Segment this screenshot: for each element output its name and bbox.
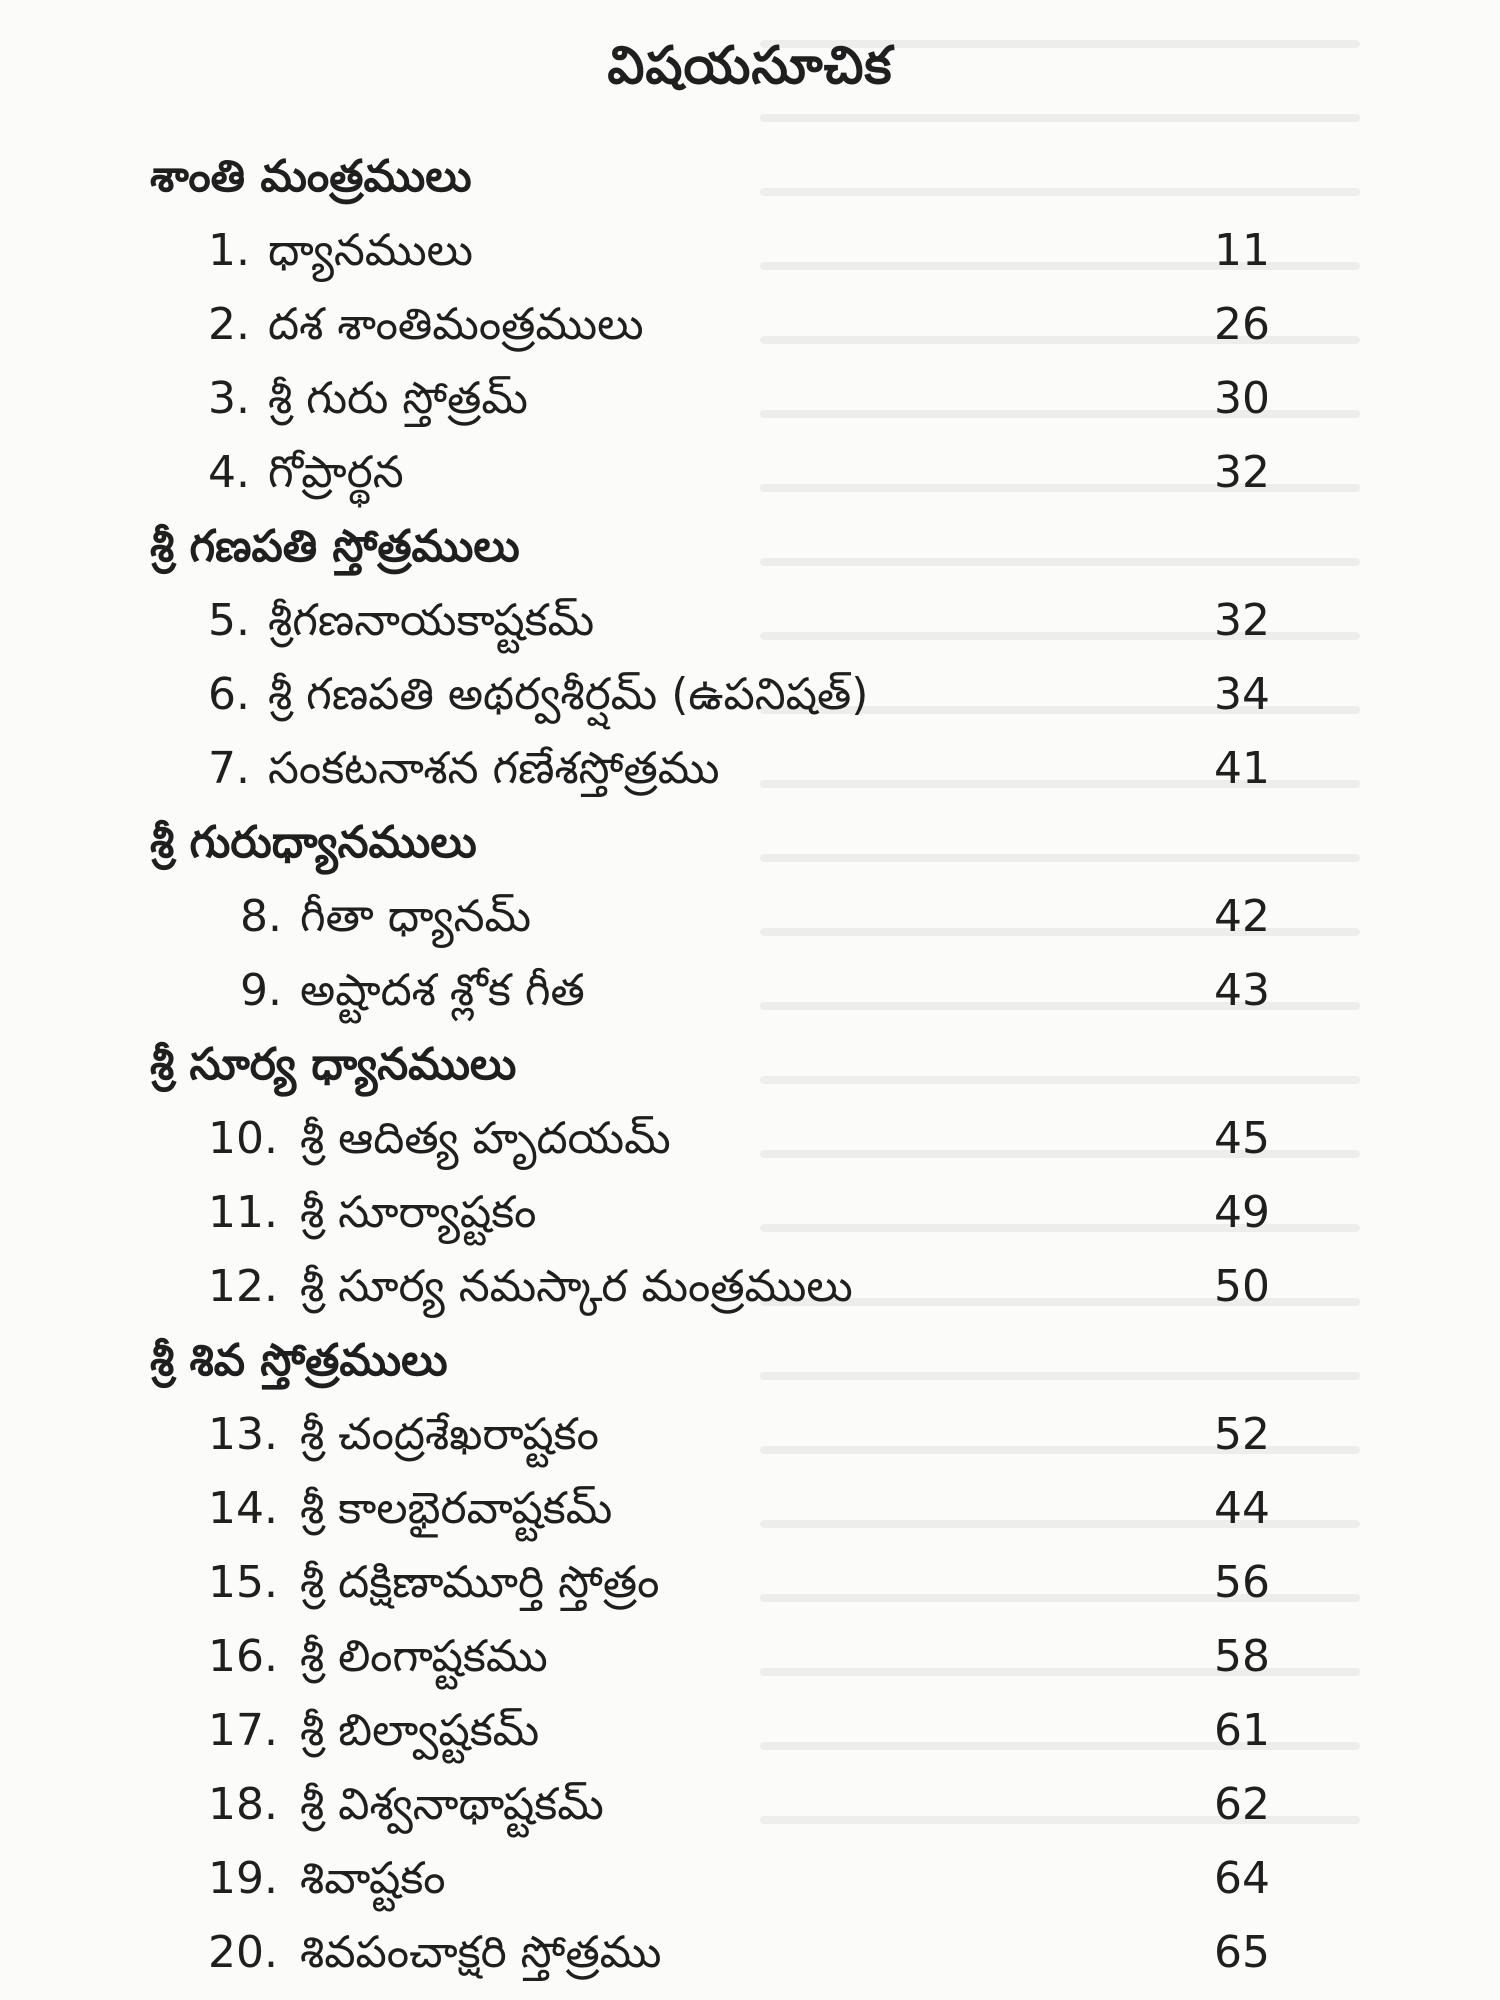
toc-entry-title: శ్రీ దక్షిణామూర్తి స్తోత్రం [300,1557,660,1608]
toc-entry-number: 1. [208,225,250,276]
toc-entry-number: 20. [208,1927,278,1978]
toc-entry-number: 15. [208,1557,278,1608]
toc-entry-page-number: 61 [1214,1705,1270,1756]
toc-entry-page-number: 52 [1214,1409,1270,1460]
toc-entry-number: 16. [208,1631,278,1682]
toc-entry-number: 18. [208,1779,278,1830]
toc-entry-number: 7. [208,743,250,794]
toc-entry [150,1620,1290,1694]
toc-entry-page-number: 58 [1214,1631,1270,1682]
toc-entry-title: శివపంచాక్షరి స్తోత్రము [300,1927,662,1978]
toc-entry [150,584,1290,658]
toc-entry [150,1694,1290,1768]
toc-entry-number: 4. [208,447,250,498]
toc-entry [150,1546,1290,1620]
toc-entry [150,880,1290,954]
toc-entry [150,1768,1290,1842]
toc-entry-title: ధ్యానములు [268,225,473,276]
toc-entry-number: 13. [208,1409,278,1460]
toc-entry-title: శ్రీ లింగాష్టకము [300,1631,548,1682]
toc-entry [150,1102,1290,1176]
toc-entry-number: 17. [208,1705,278,1756]
toc-entry-page-number: 11 [1214,225,1270,276]
toc-entry-title: గీతా ధ్యానమ్ [300,891,532,942]
toc-entry [150,1842,1290,1916]
toc-entry [150,288,1290,362]
toc-entry-page-number: 42 [1214,891,1270,942]
toc-entry-title: శ్రీ గురు స్తోత్రమ్ [268,373,528,424]
toc-entry [150,1398,1290,1472]
toc-entry-page-number: 32 [1214,595,1270,646]
toc-entry-page-number: 65 [1214,1927,1270,1978]
toc-entry-number: 9. [240,965,282,1016]
toc-section-heading: శ్రీ గురుధ్యానములు [150,817,477,868]
toc-entry-number: 19. [208,1853,278,1904]
toc-entry [150,1176,1290,1250]
toc-entry-page-number: 32 [1214,447,1270,498]
toc-entry-page-number: 50 [1214,1261,1270,1312]
toc-entry-page-number: 56 [1214,1557,1270,1608]
toc-entry-page-number: 26 [1214,299,1270,350]
toc-entry-number: 2. [208,299,250,350]
toc-entry-number: 8. [240,891,282,942]
toc-section-heading: శాంతి మంత్రములు [150,151,472,202]
toc-section-heading: శ్రీ సూర్య ధ్యానములు [150,1039,517,1090]
toc-entry-title: శివాష్టకం [300,1853,446,1904]
toc-entry-number: 12. [208,1261,278,1312]
toc-entry-title: శ్రీ గణపతి అథర్వశీర్షమ్ (ఉపనిషత్) [268,669,869,720]
toc-entry-number: 14. [208,1483,278,1534]
toc-entry-page-number: 45 [1214,1113,1270,1164]
toc-entry [150,1472,1290,1546]
toc-entry [150,362,1290,436]
toc-entry-title: శ్రీ కాలభైరవాష్టకమ్ [300,1483,613,1534]
toc-entry-page-number: 64 [1214,1853,1270,1904]
toc-entry-title: దశ శాంతిమంత్రములు [268,299,644,350]
toc-entry-title: శ్రీ సూర్యాష్టకం [300,1187,537,1238]
toc-entry-title: శ్రీ ఆదిత్య హృదయమ్ [300,1113,671,1164]
toc-section-heading: శ్రీ శివ స్తోత్రములు [150,1335,448,1386]
toc-entry-title: సంకటనాశన గణేశస్తోత్రము [268,743,720,794]
toc-entry-page-number: 49 [1214,1187,1270,1238]
toc-entry [150,954,1290,1028]
page-title: విషయసూచిక [607,36,893,96]
toc-entry-number: 3. [208,373,250,424]
toc-entry [150,1916,1290,1990]
toc-entry-number: 10. [208,1113,278,1164]
toc-entry [150,658,1290,732]
toc-entry-title: శ్రీ సూర్య నమస్కార మంత్రములు [300,1261,853,1312]
toc-entry-title: శ్రీగణనాయకాష్టకమ్ [268,595,595,646]
toc-entry-title: శ్రీ బిల్వాష్టకమ్ [300,1705,540,1756]
toc-entry-number: 5. [208,595,250,646]
toc-entry-title: శ్రీ చంద్రశేఖరాష్టకం [300,1409,599,1460]
toc-entry [150,214,1290,288]
toc-entry-title: అష్టాదశ శ్లోక గీత [300,965,585,1016]
table-of-contents [150,140,1290,1990]
toc-entry-page-number: 62 [1214,1779,1270,1830]
toc-entry-title: గోప్రార్థన [268,447,404,498]
toc-entry-number: 11. [208,1187,278,1238]
toc-section-heading: శ్రీ గణపతి స్తోత్రములు [150,521,520,572]
toc-entry-number: 6. [208,669,250,720]
toc-entry-page-number: 41 [1214,743,1270,794]
toc-entry [150,732,1290,806]
toc-entry-title: శ్రీ విశ్వనాథాష్టకమ్ [300,1779,604,1830]
toc-entry-page-number: 43 [1214,965,1270,1016]
toc-entry [150,436,1290,510]
toc-entry-page-number: 30 [1214,373,1270,424]
toc-entry-page-number: 34 [1214,669,1270,720]
toc-entry-page-number: 44 [1214,1483,1270,1534]
toc-entry [150,1250,1290,1324]
